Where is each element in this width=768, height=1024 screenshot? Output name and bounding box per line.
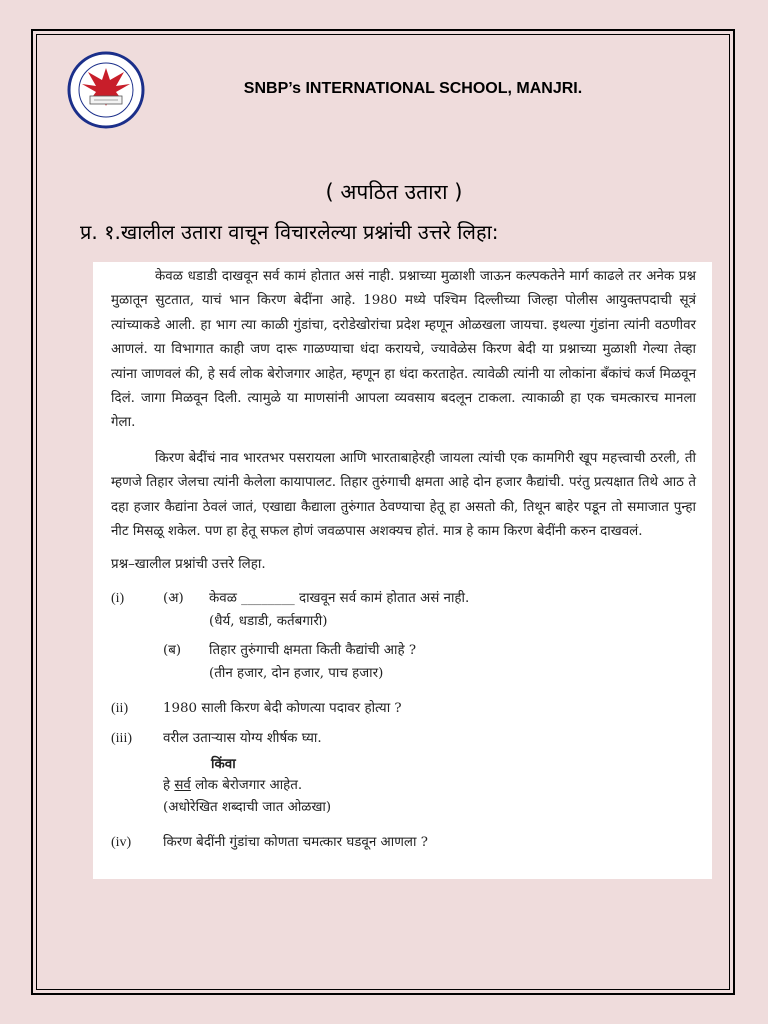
- question-2: [111, 697, 696, 721]
- or-label: किंवा: [211, 756, 236, 773]
- passage-image: [93, 262, 712, 879]
- question-1b: [111, 639, 696, 663]
- paragraph-1-text: केवळ धडाडी दाखवून सर्व कामं होतात असं नाही. प्रश्नाच्या मुळाशी जाऊन कल्पकतेने मार्ग काढले तर अनेक प्रश्न मुळातून सुटतात, याचं भान किरण बेदींना आहे. 1980 मध्ये पश्चिम दिल्लीच्या जिल्हा पोलीस आयुक्तपदाची सूत्रं त्यांच्याकडे आली. हा भाग त्या काळी गुंडांचा, दरोडेखोरांचा प्रदेश म्हणून ओळखला जायचा. इथल्या गुंडांना त्यांनी वठणीवर आणलं. या विभागात काही जण दारू गाळण्याचा धंदा करायचे, ज्यावेळेस किरण बेदी या प्रश्नाच्या मुळाशी गेल्या तेव्हा त्यांना जाणवलं की, हे सर्व लोक बेरोजगार आहेत, म्हणून हा धंदा करताहेत. त्यावेळी त्यांनी या लोकांना बँकांचं कर्ज मिळवून दिलं. जागा मिळवून दिली. त्यामुळे या माणसांनी आपला व्यवसाय बदलून टाकला. त्याकाळी हा एक चमत्कारच मानला गेला.: [111, 269, 696, 431]
- passage-paragraph-1: [111, 265, 696, 436]
- question-text: 1980 साली किरण बेदी कोणत्या पदावर होत्या ?: [163, 701, 402, 717]
- question-1b-options: (तीन हजार, दोन हजार, पाच हजार): [209, 666, 384, 682]
- question-3-sentence: [111, 775, 696, 797]
- underlined-word: सर्व: [174, 778, 191, 794]
- question-3-note: (अधोरेखित शब्दाची जात ओळखा): [163, 800, 332, 816]
- question-1a: [111, 587, 696, 611]
- school-name: SNBP’s INTERNATIONAL SCHOOL, MANJRI.: [243, 80, 583, 97]
- question-number: (iv): [111, 835, 132, 851]
- sentence-part: लोक बेरोजगार आहेत.: [190, 778, 303, 794]
- paragraph-2-text: किरण बेदींचं नाव भारतभर पसरायला आणि भारताबाहेरही जायला त्यांची एक कामगिरी खूप महत्त्वाची ठरली, ती म्हणजे तिहार जेलचा त्यांनी केलेला कायापालट. तिहार तुरुंगाची क्षमता आहे दोन हजार कैद्यांची. परंतु प्रत्यक्षात तिथे आठ ते दहा हजार कैद्यांना ठेवलं जातं, एखाद्या कैद्याला तुरुंगात ठेवण्याचा हेतू हा असतो की, तिथून बाहेर पडून तो समाजात पुन्हा नीट मिसळू शकेल. पण हा हेतू सफल होणं जवळपास अशक्यच होतं. मात्र हे काम किरण बेदींनी करुन दाखवलं.: [111, 450, 696, 540]
- question-text: वरील उताऱ्यास योग्य शीर्षक घ्या.: [163, 731, 322, 747]
- question-text: केवळ ________ दाखवून सर्व कामं होतात असं नाही.: [209, 591, 470, 607]
- question-4: [111, 831, 696, 855]
- question-text: तिहार तुरुंगाची क्षमता किती कैद्यांची आहे ?: [209, 643, 417, 659]
- question-3: [111, 727, 696, 751]
- question-number: (ii): [111, 701, 129, 717]
- questions-heading: प्रश्न–खालील प्रश्नांची उत्तरे लिहा.: [111, 557, 266, 573]
- worksheet-heading: ( अपठित उतारा ): [325, 180, 463, 204]
- question-number: (iii): [111, 731, 132, 747]
- question-number: (i): [111, 591, 125, 607]
- question-text: किरण बेदींनी गुंडांचा कोणता चमत्कार घडवून आणला ?: [163, 835, 428, 851]
- question-instruction: प्र. १.खालील उतारा वाचून विचारलेल्या प्रश्नांची उत्तरे लिहा:: [80, 220, 499, 244]
- question-1a-options: (धैर्य, धडाडी, कर्तबगारी): [209, 614, 328, 630]
- sub-question-label: (ब): [163, 643, 182, 659]
- sub-question-label: (अ): [163, 591, 184, 607]
- passage-paragraph-2: [111, 447, 696, 545]
- sentence-part: हे: [163, 778, 175, 794]
